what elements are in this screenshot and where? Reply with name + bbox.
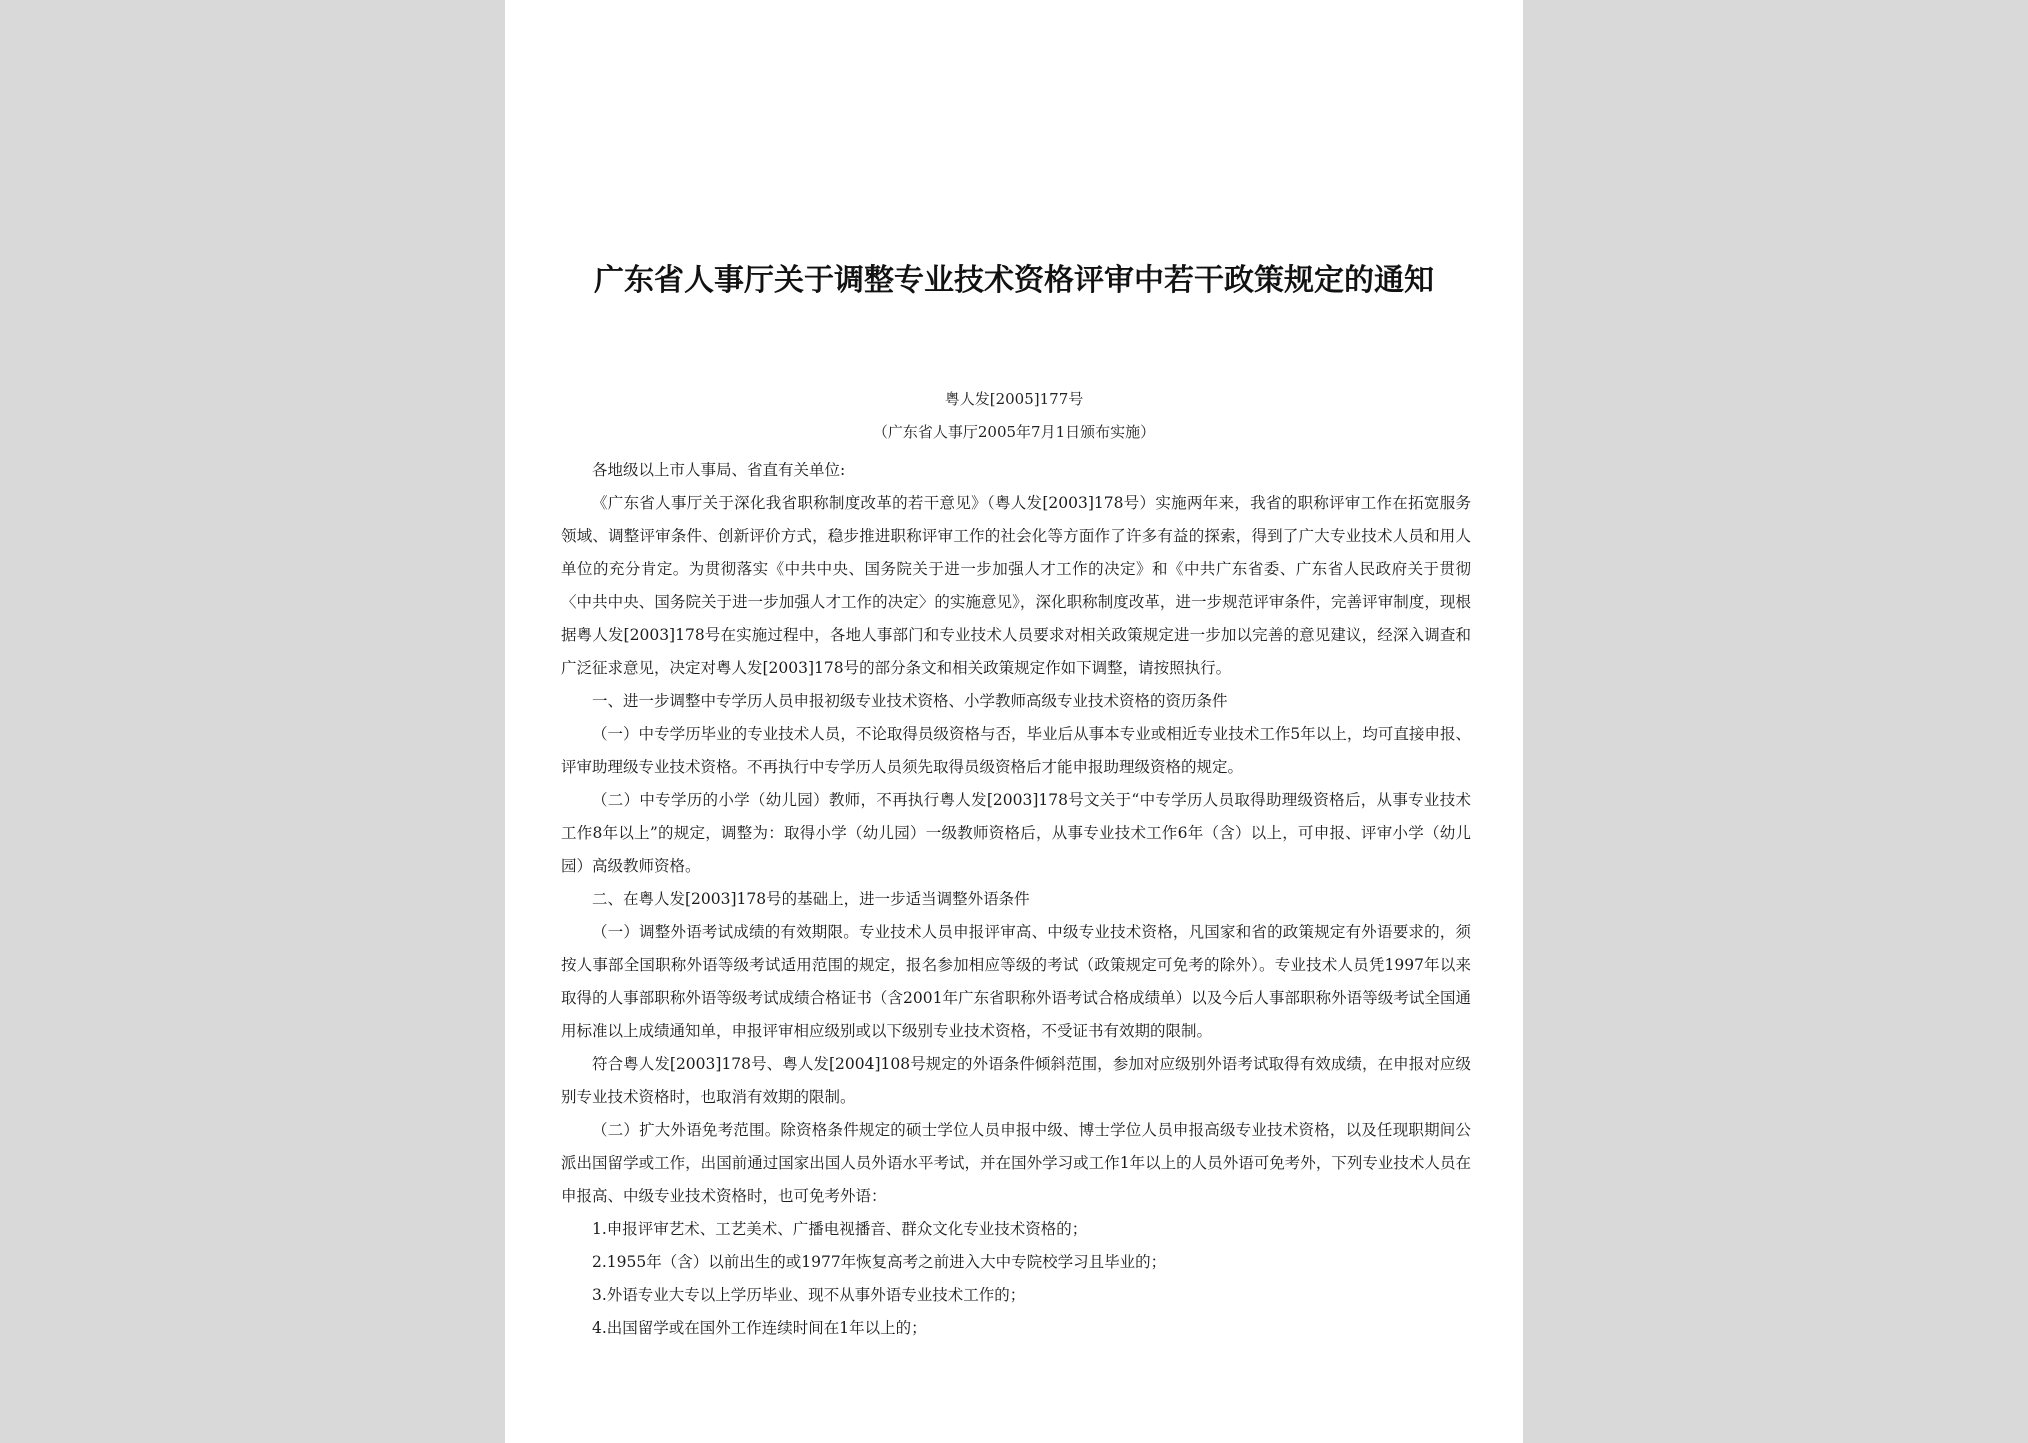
paragraph: 《广东省人事厅关于深化我省职称制度改革的若干意见》（粤人发[2003]178号）实施两年来，我省的职称评审工作在拓宽服务领域、调整评审条件、创新评价方式，稳步推进职称评审工作的社会化等方面作了许多有益的探索，得到了广大专业技术人员和用人单位的充分肯定。为贯彻落实《中共中央、国务院关于进一步加强人才工作的决定》和《中共广东省委、广东省人民政府关于贯彻〈中共中央、国务院关于进一步加强人才工作的决定〉的实施意见》，深化职称制度改革，进一步规范评审条件，完善评审制度，现根据粤人发[2003]178号在实施过程中，各地人事部门和专业技术人员要求对相关政策规定进一步加以完善的意见建议，经深入调查和广泛征求意见，决定对粤人发[2003]178号的部分条文和相关政策规定作如下调整，请按照执行。 <box>561 494 1471 677</box>
paragraph: （二）扩大外语免考范围。除资格条件规定的硕士学位人员申报中级、博士学位人员申报高级专业技术资格，以及任现职期间公派出国留学或工作，出国前通过国家出国人员外语水平考试，并在国外学习或工作1年以上的人员外语可免考外，下列专业技术人员在申报高、中级专业技术资格时，也可免考外语： <box>561 1121 1471 1205</box>
list-item: 1.申报评审艺术、工艺美术、广播电视播音、群众文化专业技术资格的； <box>592 1220 1088 1238</box>
document-title: 广东省人事厅关于调整专业技术资格评审中若干政策规定的通知 <box>594 263 1434 298</box>
list-item: 2.1955年（含）以前出生的或1977年恢复高考之前进入大中专院校学习且毕业的； <box>592 1253 1167 1271</box>
document-page <box>505 0 1523 1443</box>
list-item: 3.外语专业大专以上学历毕业、现不从事外语专业技术工作的； <box>592 1286 1026 1304</box>
paragraph: （一）调整外语考试成绩的有效期限。专业技术人员申报评审高、中级专业技术资格，凡国家和省的政策规定有外语要求的，须按人事部全国职称外语等级考试适用范围的规定，报名参加相应等级的考试（政策规定可免考的除外）。专业技术人员凭1997年以来取得的人事部职称外语等级考试成绩合格证书（含2001年广东省职称外语考试合格成绩单）以及今后人事部职称外语等级考试全国通用标准以上成绩通知单，申报评审相应级别或以下级别专业技术资格，不受证书有效期的限制。 <box>561 923 1471 1040</box>
document-body <box>561 454 1471 1345</box>
paragraph: 符合粤人发[2003]178号、粤人发[2004]108号规定的外语条件倾斜范围，参加对应级别外语考试取得有效成绩，在申报对应级别专业技术资格时，也取消有效期的限制。 <box>561 1055 1471 1106</box>
section-heading: 二、在粤人发[2003]178号的基础上，进一步适当调整外语条件 <box>592 890 1030 908</box>
section-heading: 一、进一步调整中专学历人员申报初级专业技术资格、小学教师高级专业技术资格的资历条件 <box>592 692 1228 710</box>
document-number: 粤人发[2005]177号 <box>944 390 1084 408</box>
paragraph: （二）中专学历的小学（幼儿园）教师，不再执行粤人发[2003]178号文关于“中专学历人员取得助理级资格后，从事专业技术工作8年以上”的规定，调整为：取得小学（幼儿园）一级教师资格后，从事专业技术工作6年（含）以上，可申报、评审小学（幼儿园）高级教师资格。 <box>561 791 1471 875</box>
list-item: 4.出国留学或在国外工作连续时间在1年以上的； <box>592 1319 927 1337</box>
paragraph: （一）中专学历毕业的专业技术人员，不论取得员级资格与否，毕业后从事本专业或相近专业技术工作5年以上，均可直接申报、评审助理级专业技术资格。不再执行中专学历人员须先取得员级资格后才能申报助理级资格的规定。 <box>561 725 1471 776</box>
salutation: 各地级以上市人事局、省直有关单位: <box>592 461 846 479</box>
issue-date-note: （广东省人事厅2005年7月1日颁布实施） <box>872 423 1156 441</box>
